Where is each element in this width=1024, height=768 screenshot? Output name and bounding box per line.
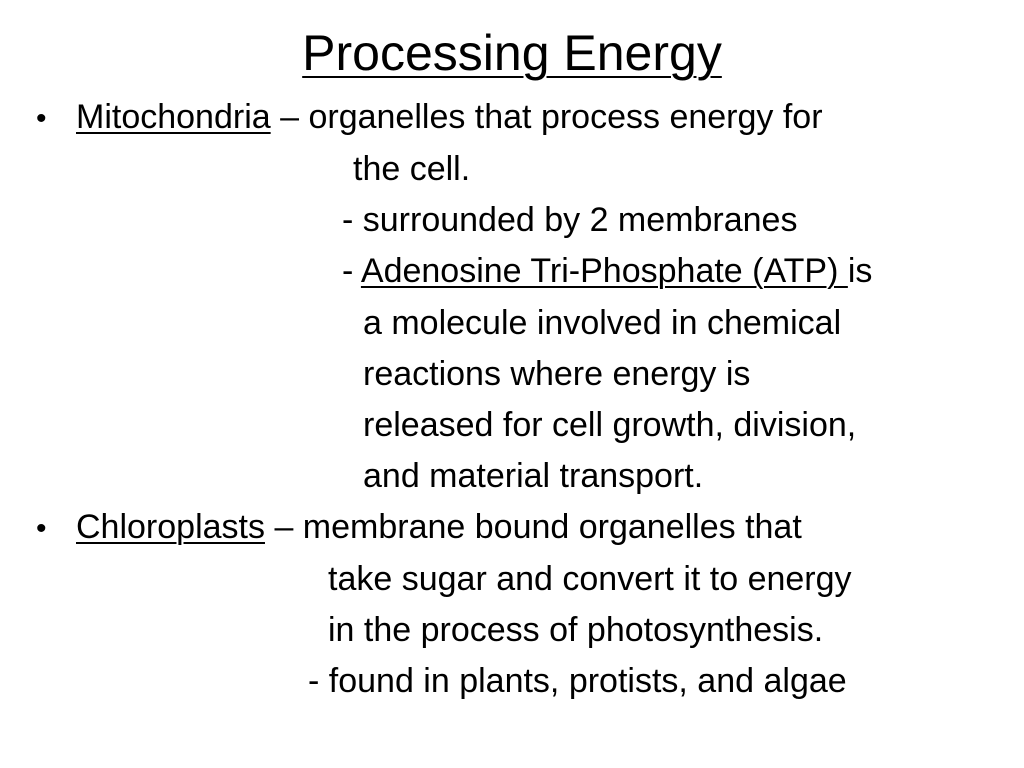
slide-title: Processing Energy [302, 25, 722, 81]
atp-continuation-line: and material transport. [363, 457, 704, 495]
mitochondria-membranes-line: - surrounded by 2 membranes [342, 201, 798, 239]
mitochondria-definition-line [76, 96, 823, 138]
atp-continuation-line: a molecule involved in chemical [363, 304, 842, 342]
atp-continuation-line: released for cell growth, division, [363, 406, 857, 444]
bullet-dot-icon: • [36, 512, 47, 545]
chloroplasts-definition-line [76, 506, 802, 548]
atp-prefix: - [342, 252, 361, 290]
bullet-dot-icon: • [36, 102, 47, 135]
mitochondria-definition-part: – organelles that process energy for [280, 98, 823, 136]
chloroplasts-definition-continuation: in the process of photosynthesis. [328, 611, 824, 649]
chloroplasts-definition-continuation: take sugar and convert it to energy [328, 560, 852, 598]
atp-suffix: is [847, 252, 873, 290]
chloroplasts-definition-part: – membrane bound organelles that [274, 508, 802, 546]
mitochondria-definition-continuation: the cell. [353, 150, 471, 188]
atp-continuation-line: reactions where energy is [363, 355, 751, 393]
atp-line [342, 250, 872, 292]
mitochondria-term: Mitochondria [76, 98, 271, 136]
chloroplasts-term: Chloroplasts [76, 508, 265, 546]
chloroplasts-found-in-line: - found in plants, protists, and algae [308, 662, 847, 700]
atp-term: Adenosine Tri-Phosphate (ATP) [360, 252, 848, 290]
